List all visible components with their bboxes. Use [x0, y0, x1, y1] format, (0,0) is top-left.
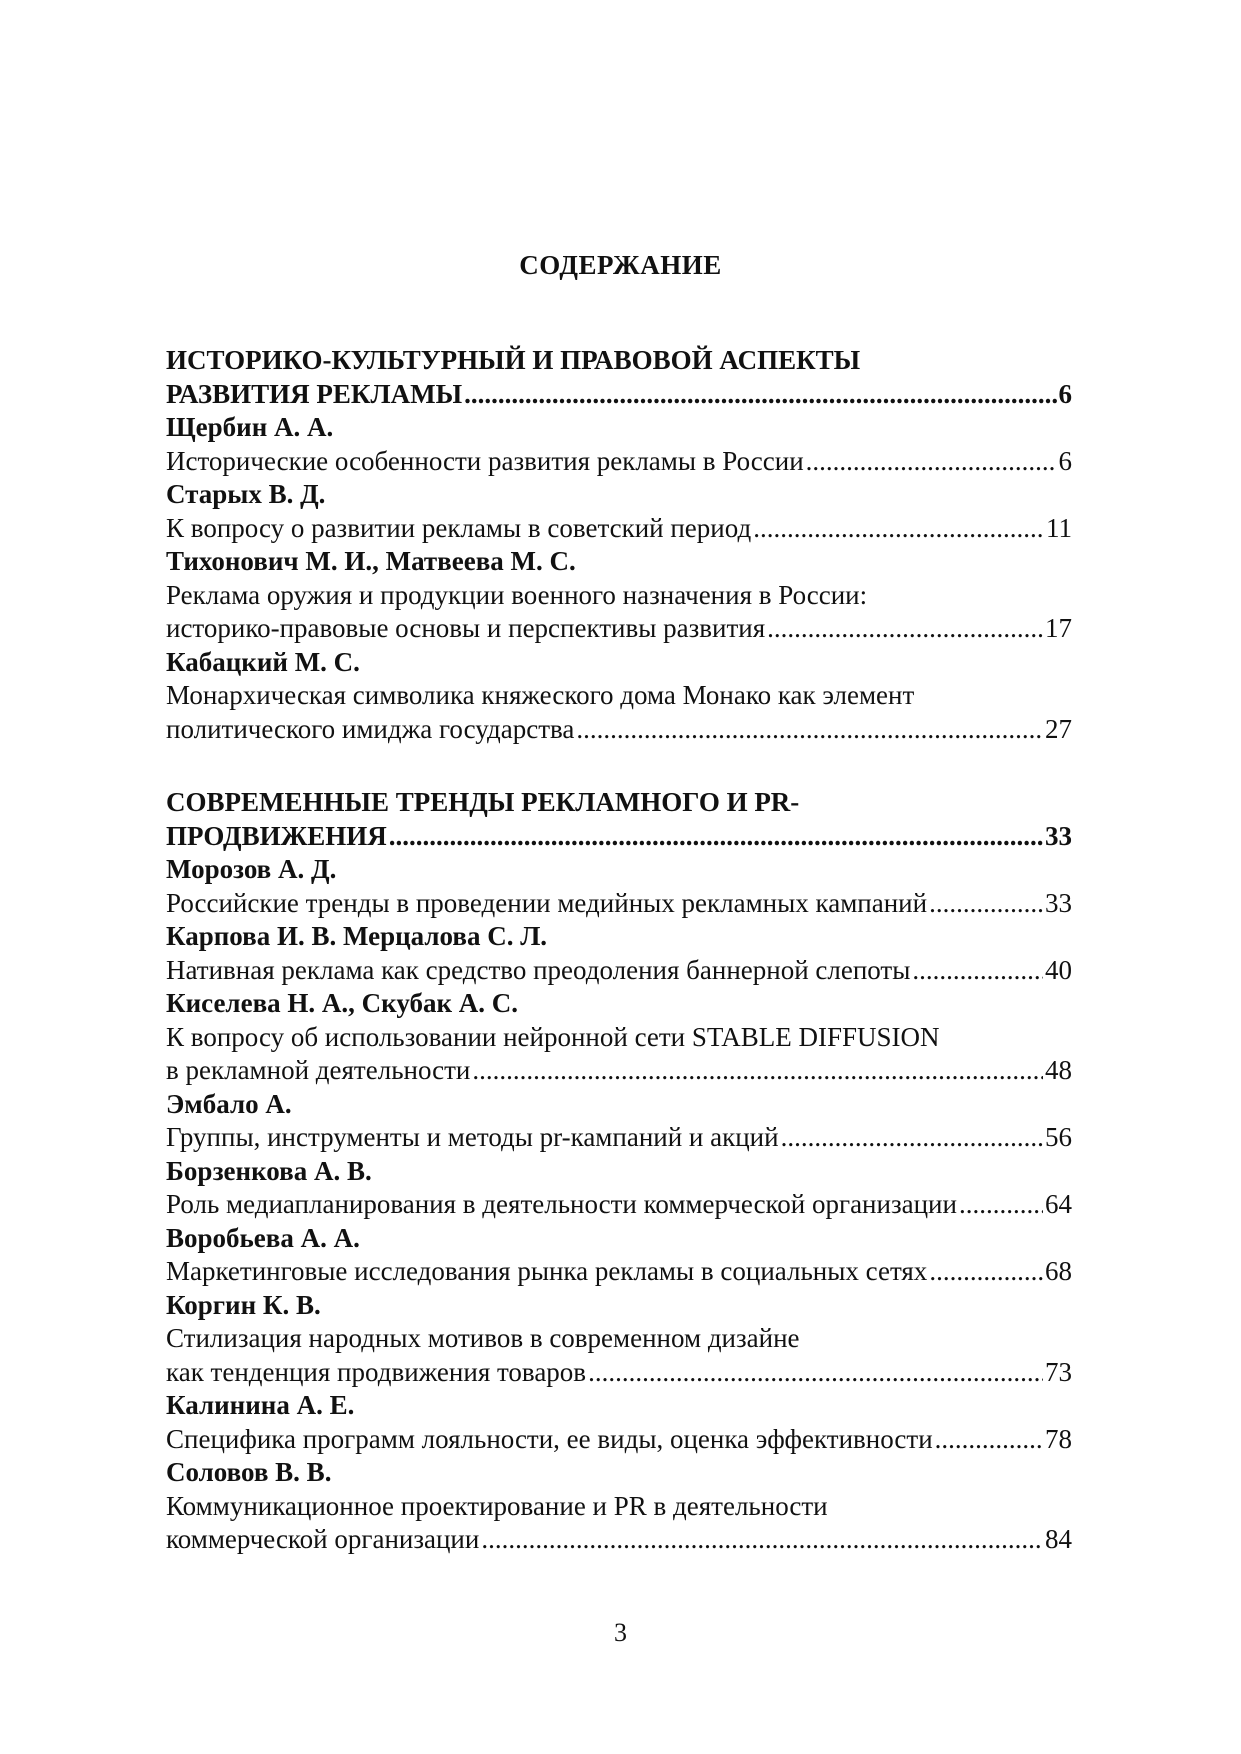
- entry-title-text: коммерческой организации: [166, 1524, 480, 1554]
- toc-entry[interactable]: [166, 411, 1072, 478]
- entry-page-number: 40: [1045, 954, 1072, 985]
- entry-title-text: К вопросу о развитии рекламы в советский период: [166, 512, 752, 543]
- section-heading-line: ИСТОРИКО-КУЛЬТУРНЫЙ И ПРАВОВОЙ АСПЕКТЫ: [166, 345, 861, 375]
- dot-leader: [935, 1423, 1043, 1457]
- section-page-number: 33: [1045, 820, 1072, 851]
- entry-title-line: [166, 1121, 1072, 1155]
- dot-leader: [753, 512, 1044, 546]
- entry-title-line: Стилизация народных мотивов в современном дизайне: [166, 1323, 800, 1353]
- entry-title-text: Нативная реклама как средство преодоления баннерной слепоты: [166, 954, 911, 985]
- toc-entry[interactable]: [166, 545, 1072, 646]
- entry-title-text: Российские тренды в проведении медийных рекламных кампаний: [166, 887, 928, 918]
- dot-leader: [929, 1255, 1043, 1289]
- entry-page-number: 17: [1045, 613, 1072, 643]
- toc-entry[interactable]: [166, 646, 1072, 747]
- toc-entry[interactable]: [166, 478, 1072, 545]
- entry-author: Воробьева А. А.: [166, 1222, 360, 1253]
- dot-leader: [767, 612, 1043, 646]
- dot-leader: [806, 445, 1057, 479]
- entry-page-number: 6: [1058, 445, 1072, 476]
- entry-title-line: К вопросу об использовании нейронной сети STABLE DIFFUSION: [166, 1021, 940, 1052]
- entry-title-line: [166, 1356, 1072, 1390]
- entry-title-line: Реклама оружия и продукции военного назначения в России:: [166, 579, 868, 610]
- entry-author: Карпова И. В. Мерцалова С. Л.: [166, 921, 548, 951]
- dot-leader: [464, 378, 1056, 412]
- toc-entry[interactable]: [166, 920, 1072, 987]
- entry-title-text: Исторические особенности развития рекламы в России: [166, 445, 804, 476]
- entry-author: Калинина А. Е.: [166, 1390, 355, 1420]
- dot-leader: [472, 1054, 1043, 1088]
- entry-author: Щербин А. А.: [166, 412, 334, 442]
- entry-title-line: [166, 445, 1072, 479]
- dot-leader: [588, 1356, 1043, 1390]
- dot-leader: [389, 820, 1043, 854]
- toc-entry[interactable]: [166, 853, 1072, 920]
- entry-page-number: 73: [1045, 1356, 1072, 1387]
- table-of-contents: [166, 344, 1072, 1557]
- entry-author: Киселева Н. А., Скубак А. С.: [166, 988, 519, 1018]
- entry-page-number: 11: [1046, 512, 1072, 543]
- dot-leader: [929, 887, 1043, 921]
- entry-title-line: [166, 713, 1072, 747]
- entry-title-line: Монархическая символика княжеского дома Монако как элемент: [166, 680, 915, 710]
- toc-entry[interactable]: [166, 1222, 1072, 1289]
- entry-page-number: 33: [1045, 887, 1072, 918]
- entry-title-text: политического имиджа государства: [166, 713, 575, 744]
- entry-author: Старых В. Д.: [166, 479, 326, 509]
- entry-title-text: как тенденция продвижения товаров: [166, 1356, 587, 1387]
- dot-leader: [959, 1188, 1043, 1222]
- section-heading-text: РАЗВИТИЯ РЕКЛАМЫ: [166, 378, 463, 409]
- entry-page-number: 78: [1045, 1423, 1072, 1454]
- entry-page-number: 27: [1045, 713, 1072, 744]
- entry-author: Борзенкова А. В.: [166, 1155, 372, 1186]
- page-number: 3: [614, 1618, 627, 1647]
- section-heading-line: [166, 378, 1072, 412]
- page-title: СОДЕРЖАНИЕ: [519, 250, 722, 280]
- entry-title-text: Группы, инструменты и методы pr-кампаний и акций: [166, 1122, 779, 1152]
- section-heading-line: [166, 820, 1072, 854]
- section-heading-text: ПРОДВИЖЕНИЯ: [166, 820, 387, 851]
- section-modern-trends[interactable]: [166, 786, 1072, 853]
- entry-title-line: Коммуникационное проектирование и PR в деятельности: [166, 1490, 828, 1521]
- toc-entry[interactable]: [166, 1456, 1072, 1557]
- entry-author: Соловов В. В.: [166, 1457, 332, 1487]
- entry-page-number: 48: [1045, 1055, 1072, 1085]
- entry-title-text: в рекламной деятельности: [166, 1055, 471, 1085]
- dot-leader: [912, 954, 1043, 988]
- entry-author: Тихонович М. И., Матвеева М. С.: [166, 546, 576, 576]
- entry-author: Коргин К. В.: [166, 1289, 321, 1320]
- entry-title-line: [166, 612, 1072, 646]
- entry-title-line: [166, 1255, 1072, 1289]
- section-page-number: 6: [1058, 378, 1072, 409]
- entry-title-line: [166, 1523, 1072, 1557]
- entry-title-text: Маркетинговые исследования рынка рекламы в социальных сетях: [166, 1256, 928, 1286]
- entry-title-line: [166, 512, 1072, 546]
- dot-leader: [481, 1523, 1043, 1557]
- entry-author: Кабацкий М. С.: [166, 646, 360, 677]
- toc-entry[interactable]: [166, 987, 1072, 1088]
- toc-entry[interactable]: [166, 1389, 1072, 1456]
- entry-author: Морозов А. Д.: [166, 854, 337, 884]
- entry-page-number: 64: [1045, 1189, 1072, 1219]
- entry-page-number: 68: [1045, 1256, 1072, 1286]
- dot-leader: [781, 1121, 1043, 1155]
- toc-entry[interactable]: [166, 1155, 1072, 1222]
- section-historical[interactable]: [166, 344, 1072, 411]
- entry-page-number: 56: [1045, 1122, 1072, 1152]
- entry-title-line: [166, 954, 1072, 988]
- section-heading-line: СОВРЕМЕННЫЕ ТРЕНДЫ РЕКЛАМНОГО И PR-: [166, 787, 800, 817]
- entry-title-text: историко-правовые основы и перспективы развития: [166, 613, 766, 643]
- dot-leader: [576, 713, 1043, 747]
- entry-author: Эмбало А.: [166, 1088, 292, 1119]
- entry-title-line: [166, 1423, 1072, 1457]
- entry-title-line: [166, 1188, 1072, 1222]
- toc-entry[interactable]: [166, 1088, 1072, 1155]
- entry-title-text: Роль медиапланирования в деятельности коммерческой организации: [166, 1189, 957, 1219]
- toc-entry[interactable]: [166, 1289, 1072, 1390]
- entry-title-text: Специфика программ лояльности, ее виды, оценка эффективности: [166, 1423, 933, 1454]
- entry-page-number: 84: [1045, 1524, 1072, 1554]
- entry-title-line: [166, 887, 1072, 921]
- entry-title-line: [166, 1054, 1072, 1088]
